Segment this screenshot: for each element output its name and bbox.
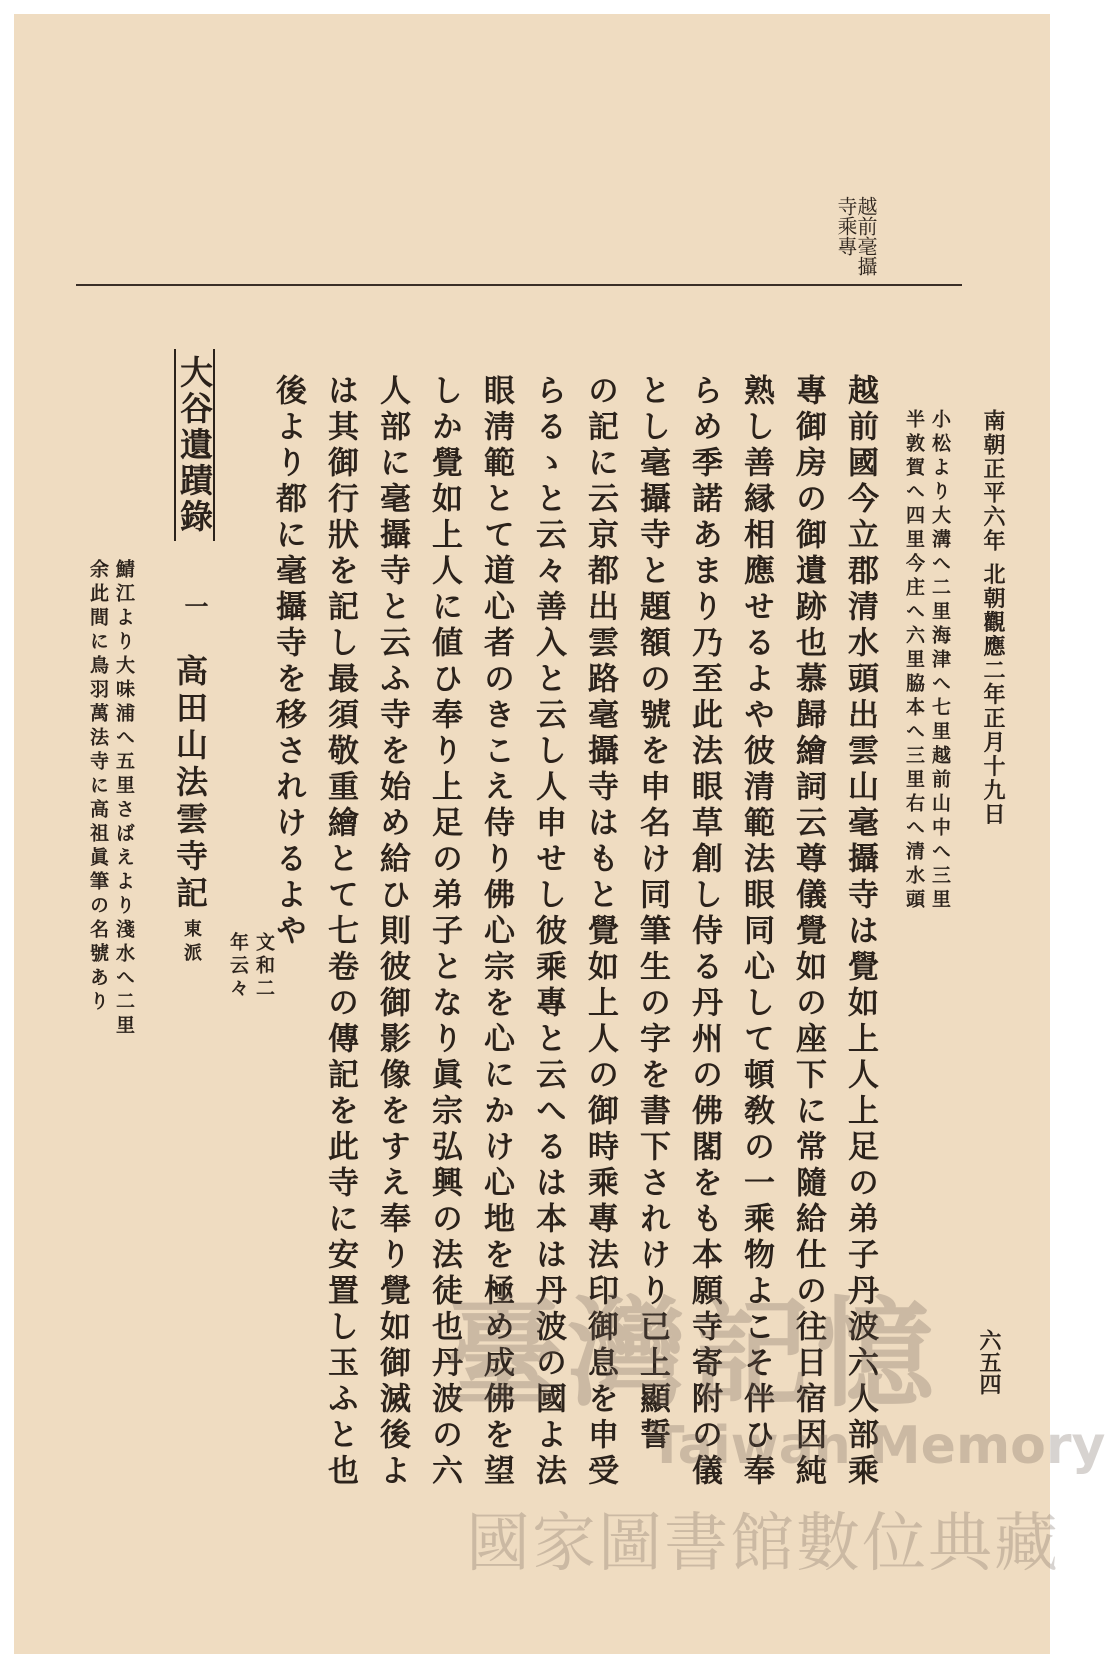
source-title: 大谷遺蹟錄 bbox=[174, 349, 215, 541]
header-rule bbox=[76, 284, 962, 286]
source-text: 高田山法雲寺記 bbox=[171, 654, 209, 913]
column-note: 文和二 bbox=[253, 932, 275, 1001]
date-header: 南朝正平六年 北朝觀應二年正月十九日 bbox=[980, 409, 1006, 827]
body-line: の記に云京都出雲路毫攝寺はもと覺如上人の御時乘專法印御息を申受 bbox=[582, 374, 618, 1490]
document-page bbox=[14, 14, 1105, 1654]
left-note-line: 余此間に鳥羽萬法寺に高祖眞筆の名號あり bbox=[87, 559, 109, 1015]
body-line: 後より都に毫攝寺を移されけるよや bbox=[270, 374, 306, 950]
body-line: 人部に毫攝寺と云ふ寺を始め給ひ則彼御影像をすえ奉り覺如御滅後よ bbox=[374, 374, 410, 1490]
page-number: 六五四 bbox=[976, 1329, 1002, 1395]
body-line: は其御行狀を記し最須敬重繪とて七卷の傳記を此寺に安置し玉ふと也 bbox=[322, 374, 358, 1490]
section-title-line: 寺乘專 bbox=[834, 196, 858, 256]
source-sect: 東派 bbox=[181, 919, 202, 967]
route-note-line: 半敦賀へ四里今庄へ六里脇本へ三里右へ清水頭 bbox=[903, 409, 925, 913]
body-line: 越前國今立郡清水頭出雲山毫攝寺は覺如上人上足の弟子丹波六人部乘 bbox=[842, 374, 878, 1490]
source-number: 一 bbox=[180, 594, 209, 618]
column-note: 年云々 bbox=[227, 932, 249, 1001]
body-line: 眼淸範とて道心者のきこえ侍り佛心宗を心にかけ心地を極め成佛を望 bbox=[478, 374, 514, 1490]
section-title bbox=[836, 196, 876, 276]
section-title-line: 越前毫攝 bbox=[854, 196, 878, 276]
watermark-english: Taiwan Memory bbox=[649, 1416, 1105, 1476]
watermark-library: 國家圖書館數位典藏 bbox=[466, 1507, 1060, 1581]
route-note-line: 小松より大溝へ二里海津へ七里越前山中へ三里 bbox=[929, 409, 951, 913]
left-note-line: 鯖江より大味浦へ五里さばえより淺水へ二里 bbox=[113, 559, 135, 1039]
body-line: らるゝと云々善入と云し人申せし彼乘專と云へるは本は丹波の國よ法 bbox=[530, 374, 566, 1490]
body-line: 熟し善縁相應せるよや彼清範法眼同心して頓敎の一乘物よこそ伴ひ奉 bbox=[738, 374, 774, 1490]
body-line: しか覺如上人に値ひ奉り上足の弟子となり眞宗弘興の法徒也丹波の六 bbox=[426, 374, 462, 1490]
watermark-chinese: 臺灣記憶 bbox=[444, 1284, 941, 1423]
body-line: とし毫攝寺と題額の號を申名け同筆生の字を書下されけり已上顯誓 bbox=[634, 374, 670, 1454]
body-line: らめ季諾あまり乃至此法眼草創し侍る丹州の佛閣をも本願寺寄附の儀 bbox=[686, 374, 722, 1490]
body-line: 專御房の御遺跡也慕歸繪詞云尊儀覺如の座下に常隨給仕の往日宿因純 bbox=[790, 374, 826, 1490]
